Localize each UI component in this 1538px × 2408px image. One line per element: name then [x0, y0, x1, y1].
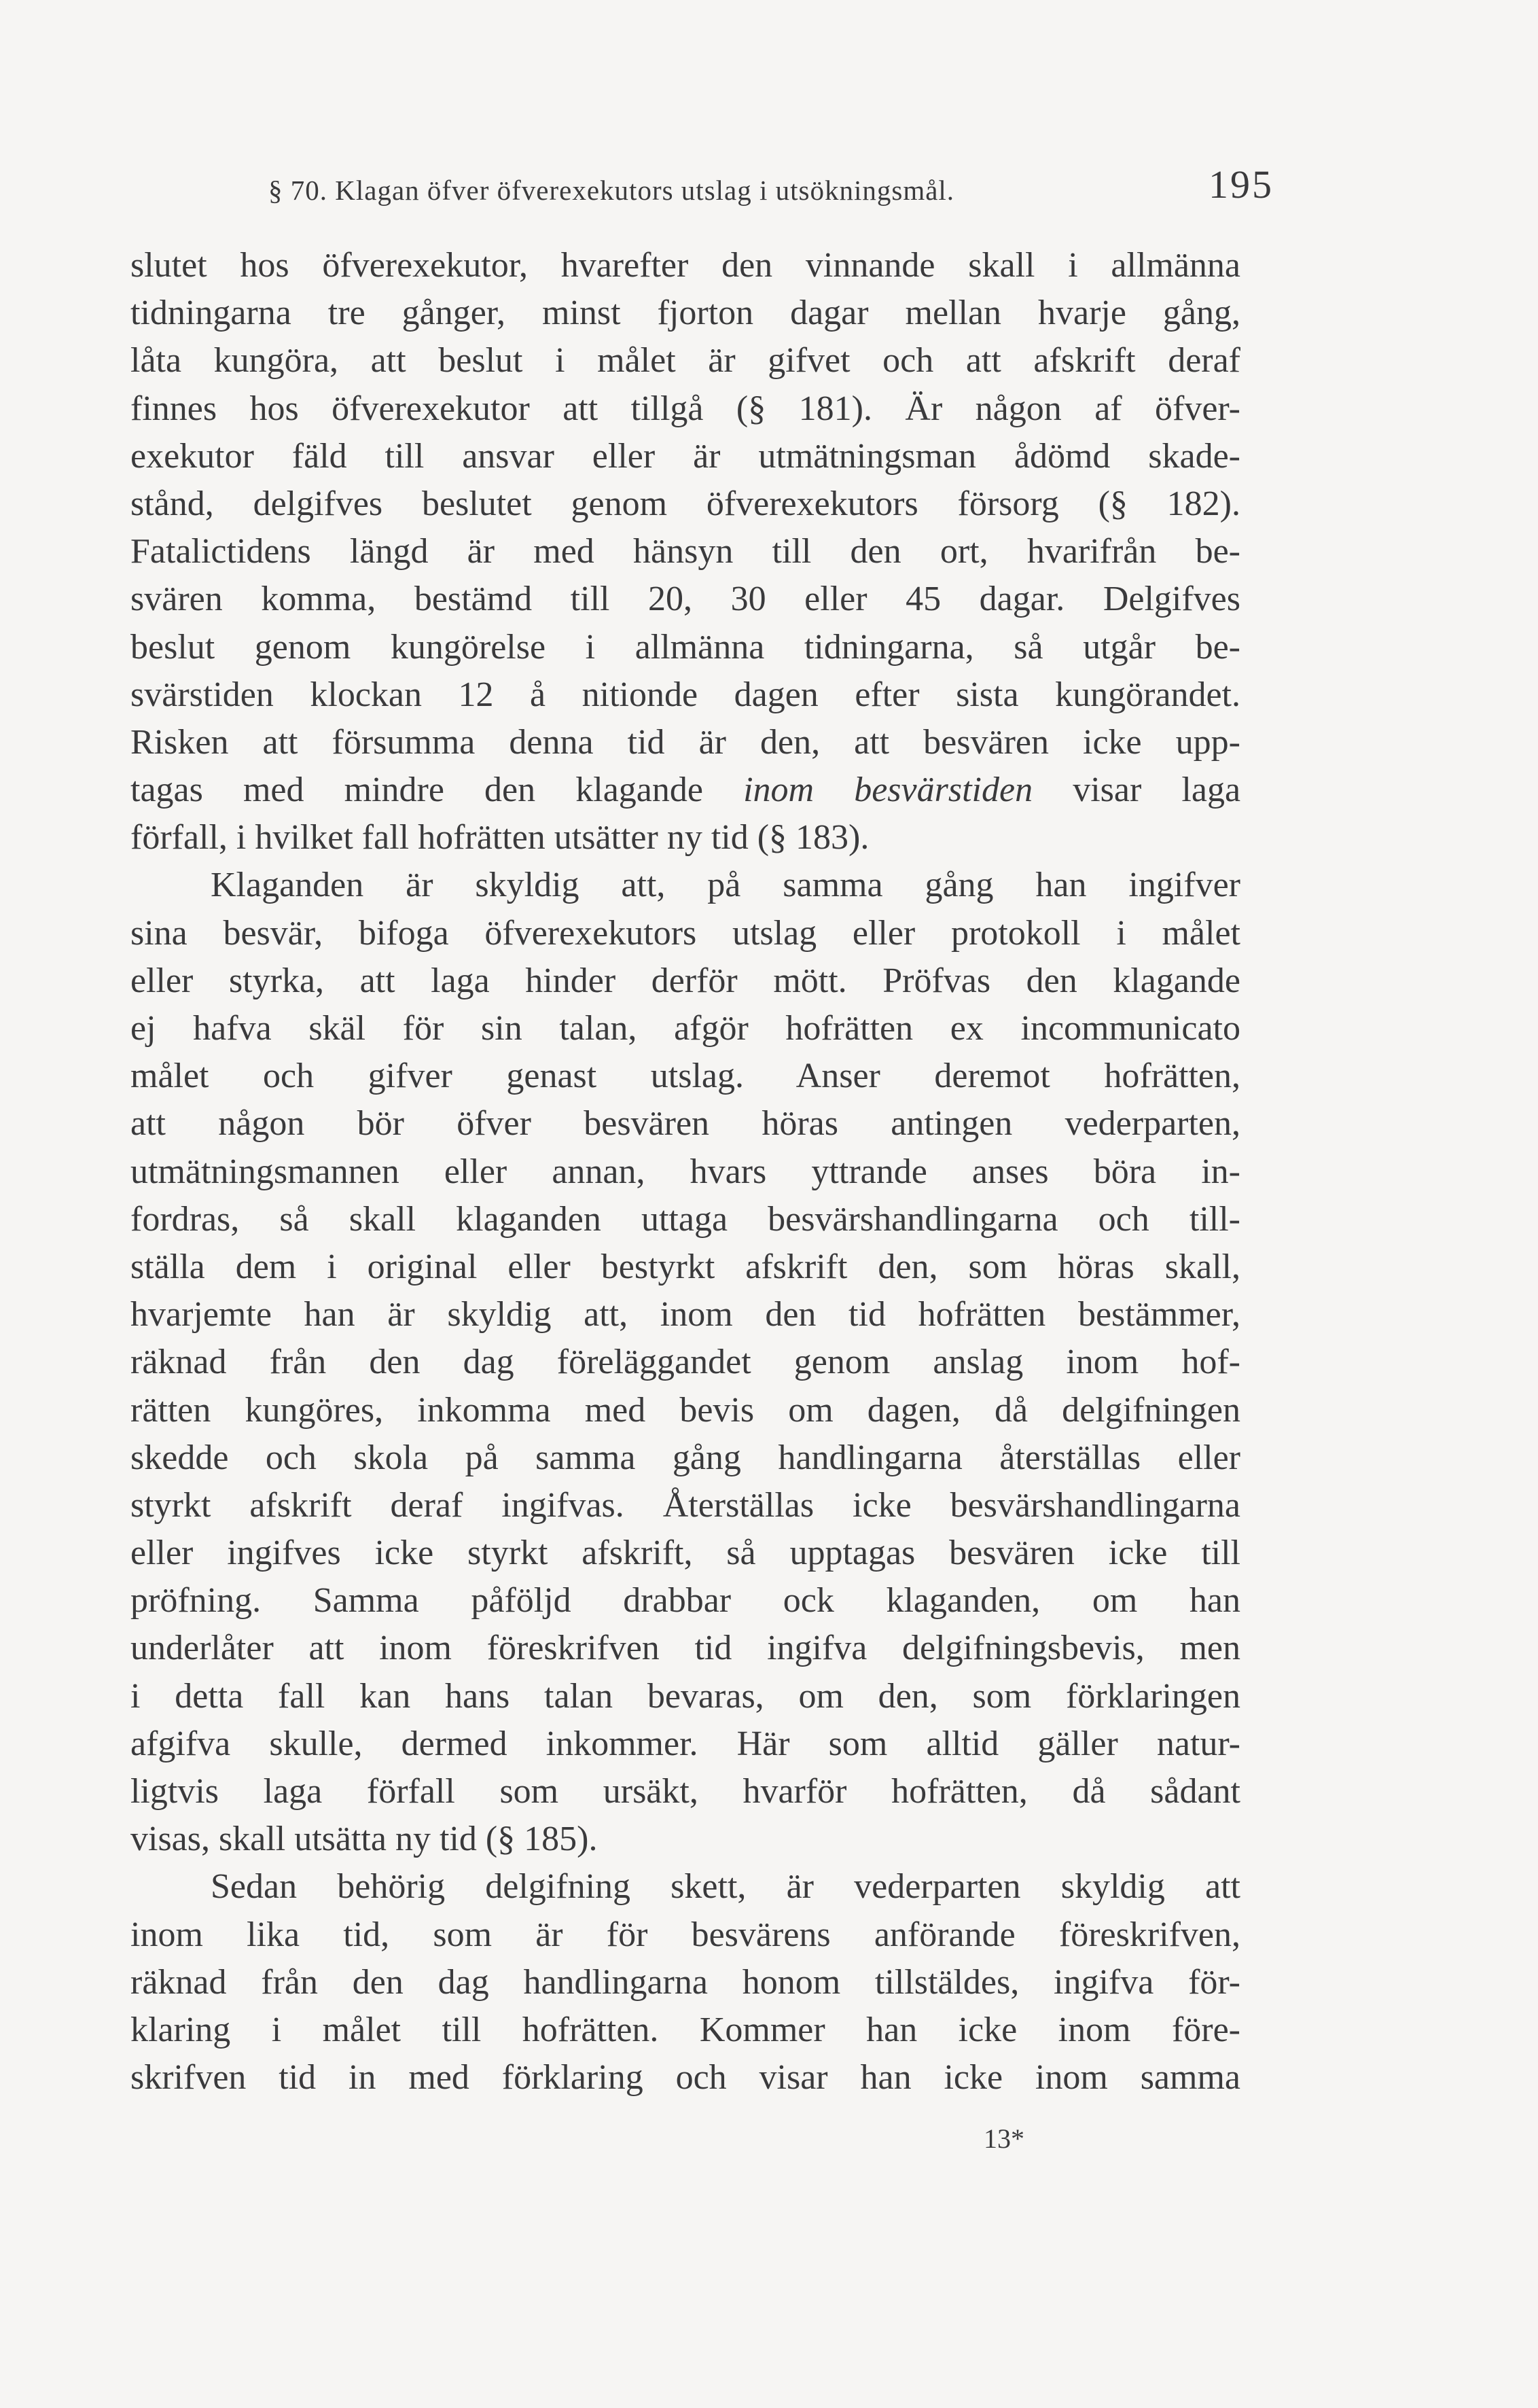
paragraph-first-line: Klaganden är skyldig att, på samma gång han ingifver	[211, 866, 1240, 905]
text-line: exekutor fäld till ansvar eller är utmätningsman ådömd skade-	[130, 436, 1240, 476]
text-line: Risken att försumma denna tid är den, att besvären icke upp-	[130, 722, 1240, 762]
text-line: i detta fall kan hans talan bevaras, om den, som förklaringen	[130, 1676, 1240, 1716]
text-line: att någon bör öfver besvären höras antingen vederparten,	[130, 1104, 1240, 1144]
text-line: fordras, så skall klaganden uttaga besvärshandlingarna och till-	[130, 1199, 1240, 1239]
text-line: tidningarna tre gånger, minst fjorton dagar mellan hvarje gång,	[130, 294, 1240, 333]
text-line: inom lika tid, som är för besvärens anförande föreskrifven,	[130, 1915, 1240, 1954]
text-line: eller styrka, att laga hinder derför mött. Pröfvas den klagande	[130, 961, 1240, 1000]
text-line: underlåter att inom föreskrifven tid ingifva delgifningsbevis, men	[130, 1629, 1240, 1668]
text-line: eller ingifves icke styrkt afskrift, så upptagas besvären icke till	[130, 1534, 1240, 1573]
text-line: styrkt afskrift deraf ingifvas. Återställas icke besvärshandlingarna	[130, 1485, 1240, 1525]
text-line: finnes hos öfverexekutor att tillgå (§ 181). Är någon af öfver-	[130, 389, 1240, 428]
text-line: klaring i målet till hofrätten. Kommer han icke inom före-	[130, 2010, 1240, 2049]
text-line: Fatalictidens längd är med hänsyn till den ort, hvarifrån be-	[130, 532, 1240, 571]
text-line: målet och gifver genast utslag. Anser deremot hofrätten,	[130, 1057, 1240, 1096]
text-line: förfall, i hvilket fall hofrätten utsätter ny tid (§ 183).	[130, 818, 870, 857]
text-line: pröfning. Samma påföljd drabbar ock klaganden, om han	[130, 1581, 1240, 1621]
text-line: ligtvis laga förfall som ursäkt, hvarför hofrätten, då sådant	[130, 1772, 1240, 1811]
body-text	[130, 242, 1240, 2102]
text-line: räknad från den dag handlingarna honom tillstäldes, ingifva för-	[130, 1962, 1240, 2002]
text-line: beslut genom kungörelse i allmänna tidningarna, så utgår be-	[130, 627, 1240, 667]
text-line: räknad från den dag föreläggandet genom anslag inom hof-	[130, 1343, 1240, 1382]
text-line: svären komma, bestämd till 20, 30 eller 45 dagar. Delgifves	[130, 580, 1240, 619]
page-header	[268, 162, 1274, 223]
running-title: § 70. Klagan öfver öfverexekutors utslag i utsökningsmål.	[268, 175, 955, 206]
text-line: utmätningsmannen eller annan, hvars yttrande anses böra in-	[130, 1152, 1240, 1191]
text-line: ställa dem i original eller bestyrkt afskrift den, som höras skall,	[130, 1247, 1240, 1286]
text-line: hvarjemte han är skyldig att, inom den tid hofrätten bestämmer,	[130, 1295, 1240, 1334]
text-line-mixed	[130, 766, 1240, 814]
italic-phrase: inom besvärstiden	[743, 771, 1033, 810]
text-segment: visar laga	[1073, 771, 1240, 810]
signature-mark: 13*	[984, 2123, 1024, 2154]
page-number: 195	[1209, 162, 1274, 207]
text-segment: tagas med mindre den klagande	[130, 771, 703, 810]
paragraph-first-line: Sedan behörig delgifning skett, är vederparten skyldig att	[211, 1867, 1240, 1907]
text-line: skrifven tid in med förklaring och visar han icke inom samma	[130, 2058, 1240, 2097]
text-line: låta kungöra, att beslut i målet är gifvet och att afskrift deraf	[130, 341, 1240, 380]
text-line: ej hafva skäl för sin talan, afgör hofrätten ex incommunicato	[130, 1009, 1240, 1048]
text-line: rätten kungöres, inkomma med bevis om dagen, då delgifningen	[130, 1390, 1240, 1430]
text-line: skedde och skola på samma gång handlingarna återställas eller	[130, 1438, 1240, 1477]
text-line: sina besvär, bifoga öfverexekutors utslag eller protokoll i målet	[130, 913, 1240, 953]
text-line: afgifva skulle, dermed inkommer. Här som alltid gäller natur-	[130, 1724, 1240, 1763]
text-line: stånd, delgifves beslutet genom öfverexekutors försorg (§ 182).	[130, 484, 1240, 523]
text-line: slutet hos öfverexekutor, hvarefter den vinnande skall i allmänna	[130, 246, 1240, 285]
text-line: visas, skall utsätta ny tid (§ 185).	[130, 1820, 598, 1859]
text-line: svärstiden klockan 12 å nitionde dagen efter sista kungörandet.	[130, 675, 1240, 714]
